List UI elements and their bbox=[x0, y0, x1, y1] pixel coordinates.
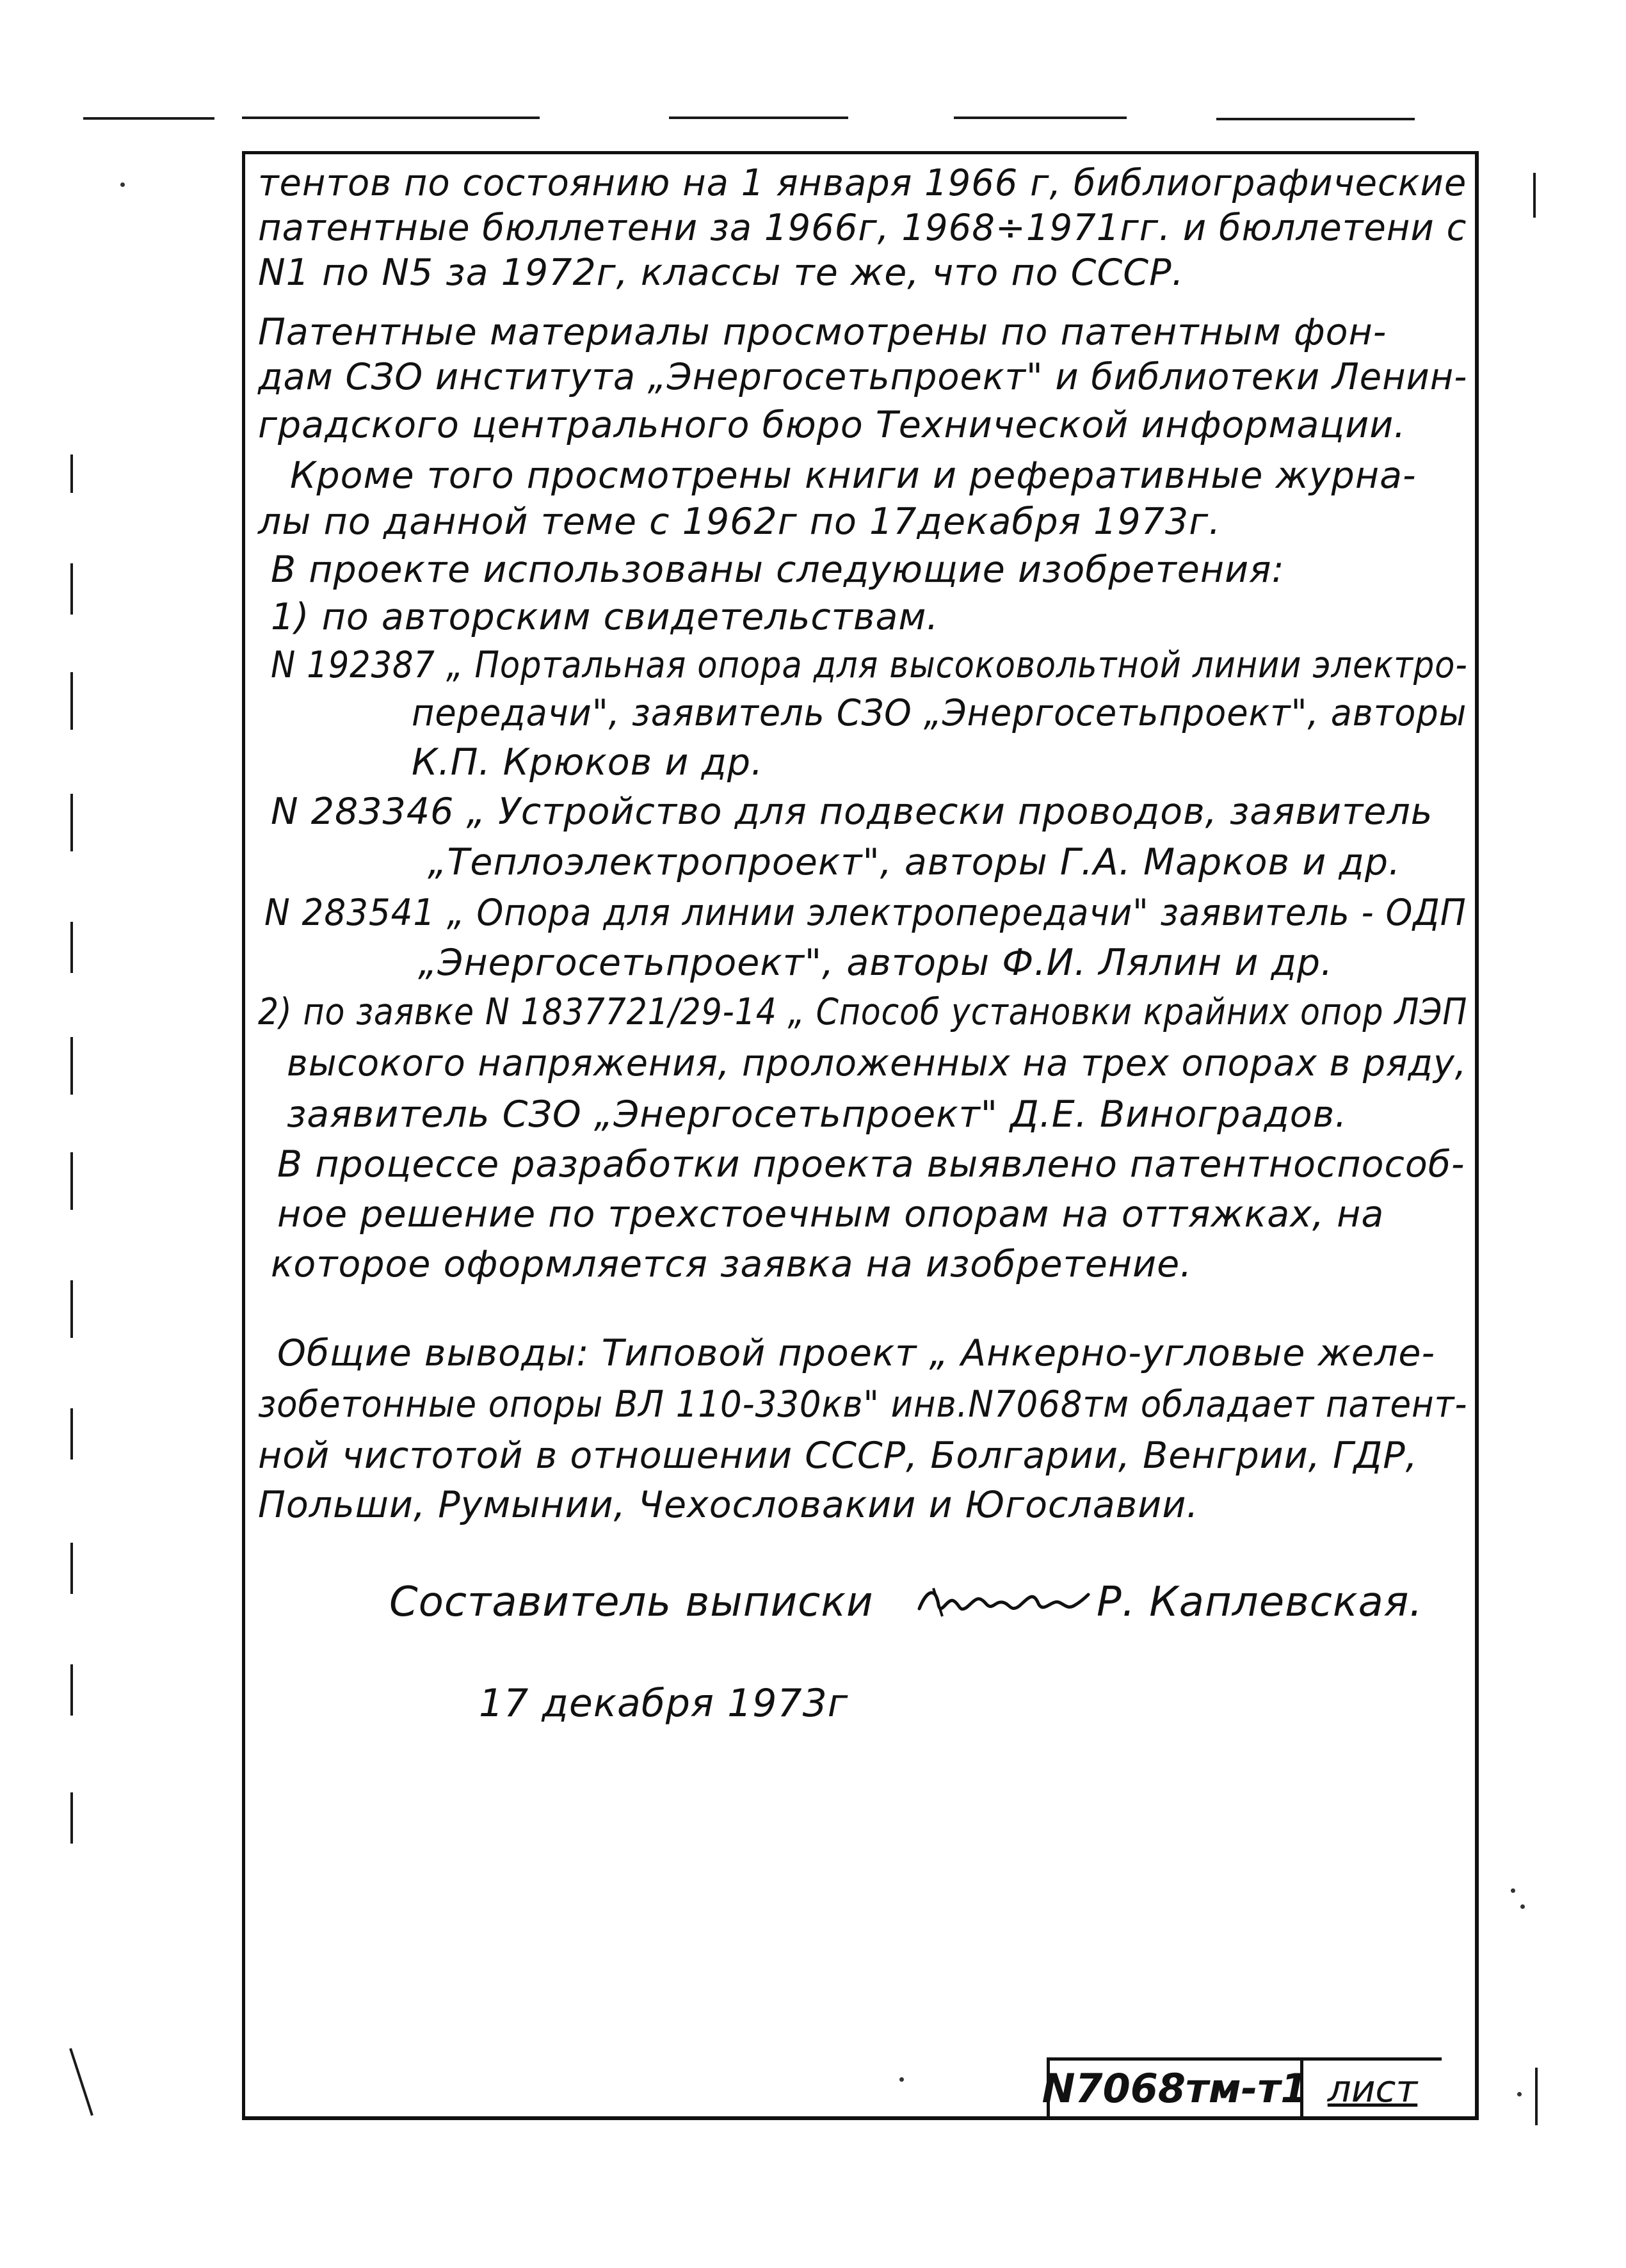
margin-mark bbox=[70, 1152, 73, 1210]
text-line: В проекте использованы следующие изобретения: bbox=[271, 549, 1285, 591]
text-line: N 283346 „ Устройство для подвески проводов, заявитель bbox=[271, 791, 1433, 833]
margin-mark bbox=[70, 1664, 73, 1716]
text-line: ное решение по трехстоечным опорам на оттяжках, на bbox=[277, 1193, 1385, 1235]
text-line: 1) по авторским свидетельствам. bbox=[271, 596, 939, 638]
text-line: передачи", заявитель СЗО „Энергосетьпроект", авторы bbox=[412, 692, 1467, 734]
compiler-label: Составитель выписки bbox=[389, 1579, 874, 1626]
margin-mark bbox=[70, 672, 73, 730]
margin-mark bbox=[70, 1037, 73, 1095]
scan-speck bbox=[120, 182, 125, 187]
text-line: дам СЗО института „Энергосетьпроект" и библиотеки Ленин- bbox=[258, 356, 1468, 398]
margin-mark bbox=[1533, 173, 1536, 218]
title-block-stamp bbox=[1042, 2057, 1442, 2116]
margin-mark bbox=[69, 2048, 93, 2116]
top-rule-4 bbox=[954, 117, 1127, 119]
scan-speck bbox=[1517, 2092, 1522, 2096]
text-line: патентные бюллетени за 1966г, 1968÷1971гг. и бюллетени с bbox=[258, 207, 1467, 249]
text-line: Патентные материалы просмотрены по патентным фон- bbox=[258, 311, 1387, 353]
text-line: градского центрального бюро Технической информации. bbox=[258, 404, 1406, 446]
margin-mark bbox=[70, 1408, 73, 1460]
margin-mark bbox=[70, 563, 73, 615]
text-line: которое оформляется заявка на изобретение. bbox=[271, 1243, 1193, 1285]
margin-mark bbox=[70, 1280, 73, 1338]
text-line: заявитель СЗО „Энергосетьпроект" Д.Е. Виноградов. bbox=[287, 1093, 1348, 1136]
text-line: Общие выводы: Типовой проект „ Анкерно-угловые желе- bbox=[277, 1332, 1436, 1374]
text-line: 2) по заявке N 1837721/29-14 „ Способ установки крайних опор ЛЭП bbox=[258, 991, 1468, 1033]
scan-speck bbox=[1520, 1904, 1525, 1909]
document-frame bbox=[242, 151, 1479, 2120]
text-line: N 192387 „ Портальная опора для высоковольтной линии электро- bbox=[271, 644, 1468, 686]
text-line: В процессе разработки проекта выявлено патентноспособ- bbox=[277, 1143, 1465, 1186]
top-rule-1 bbox=[83, 117, 214, 120]
text-line: высокого напряжения, проложенных на трех опорах в ряду, bbox=[287, 1042, 1467, 1084]
date: 17 декабря 1973г bbox=[479, 1681, 849, 1726]
margin-mark bbox=[70, 454, 73, 493]
scan-speck bbox=[1511, 1888, 1515, 1893]
text-line: Польши, Румынии, Чехословакии и Югославии. bbox=[258, 1484, 1199, 1526]
margin-mark bbox=[70, 1792, 73, 1844]
text-line: лы по данной теме с 1962г по 17декабря 1973г. bbox=[258, 501, 1221, 543]
top-rule-5 bbox=[1216, 118, 1415, 120]
top-rule-3 bbox=[669, 117, 848, 119]
sheet-label: лист bbox=[1327, 2066, 1418, 2111]
text-line: зобетонные опоры ВЛ 110-330кв" инв.N7068тм обладает патент- bbox=[258, 1383, 1468, 1426]
text-line: N1 по N5 за 1972г, классы те же, что по СССР. bbox=[258, 252, 1184, 294]
text-line: N 283541 „ Опора для линии электропередачи" заявитель - ОДП bbox=[264, 892, 1467, 934]
text-line: „Теплоэлектропроект", авторы Г.А. Марков и др. bbox=[428, 841, 1401, 883]
margin-mark bbox=[1535, 2068, 1538, 2125]
margin-mark bbox=[70, 922, 73, 973]
text-line: тентов по состоянию на 1 января 1966 г, библиографические bbox=[258, 162, 1467, 204]
text-line: ной чистотой в отношении СССР, Болгарии, Венгрии, ГДР, bbox=[258, 1435, 1418, 1477]
text-line: „Энергосетьпроект", авторы Ф.И. Лялин и др. bbox=[418, 942, 1333, 984]
margin-mark bbox=[70, 1543, 73, 1594]
margin-mark bbox=[70, 794, 73, 851]
signature bbox=[914, 1575, 1093, 1627]
document-code: N7068тм-т1 bbox=[1050, 2061, 1303, 2116]
top-rule-2 bbox=[242, 117, 540, 119]
text-line: К.П. Крюков и др. bbox=[412, 741, 764, 784]
text-line: Кроме того просмотрены книги и реферативные журна- bbox=[290, 454, 1417, 497]
compiler-name: Р. Каплевская. bbox=[1097, 1579, 1423, 1626]
compiler-line bbox=[389, 1579, 874, 1626]
